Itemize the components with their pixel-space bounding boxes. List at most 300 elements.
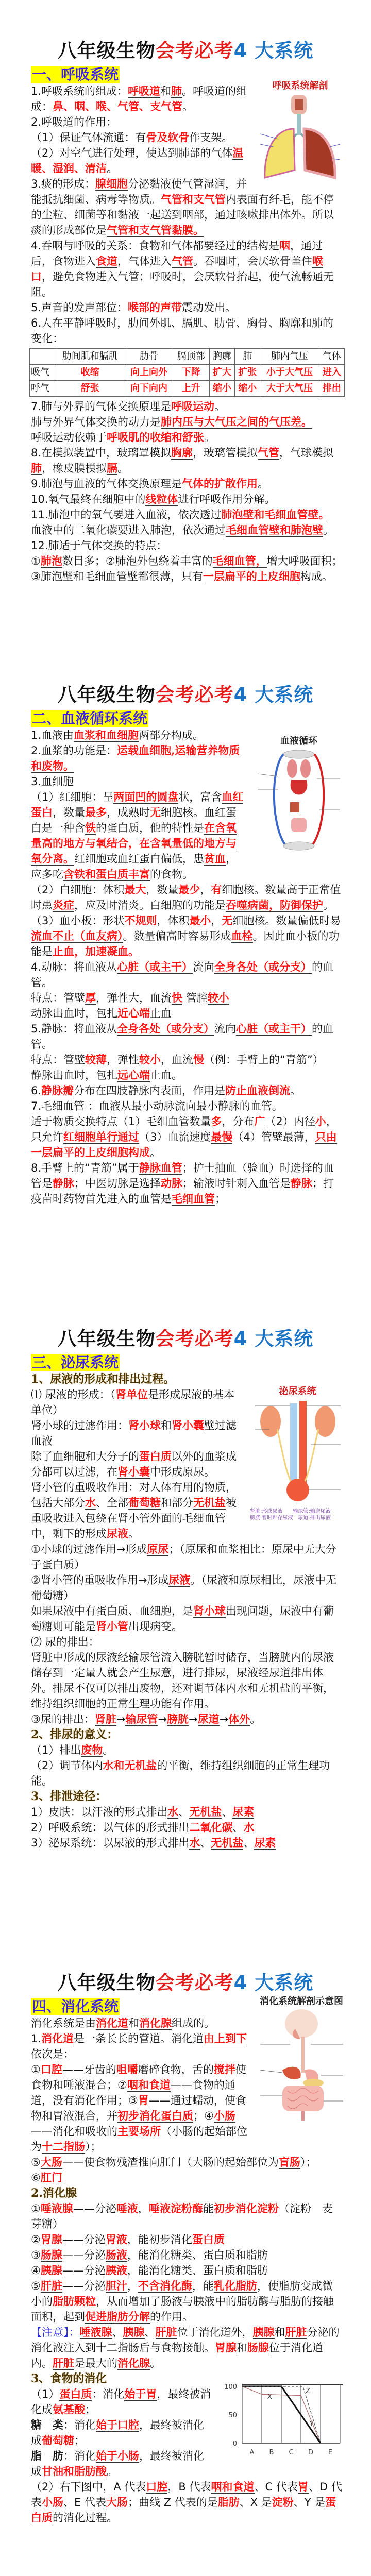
paragraph	[31, 300, 343, 315]
answer-blank: 肺泡壁和毛细血管壁。	[221, 508, 330, 521]
text: ③肺泡壁和毛细血管壁都很薄，只有	[31, 570, 203, 583]
text: ——使食物残渣推向肛门（大肠的起始部位为	[62, 2156, 279, 2168]
answer-blank: 最小	[189, 914, 211, 927]
subheading: 3、食物的消化	[31, 2372, 107, 2385]
text: 中形成原尿。	[150, 1466, 215, 1478]
page-title	[0, 1328, 371, 1350]
answer-blank: 输尿管	[125, 1713, 158, 1725]
figure-caption: 肾脏:形成尿液 输尿管:输送尿液	[250, 1509, 331, 1514]
text: ①	[31, 2202, 41, 2215]
answer-blank: 促进脂肪分解	[85, 2310, 150, 2323]
bold-label: 脂 肪	[31, 2450, 63, 2462]
text: 肺与外界气体交换的动力是	[31, 416, 161, 428]
text: ）；	[85, 2141, 102, 2153]
text: →	[219, 1713, 229, 1725]
paragraph	[31, 1634, 343, 1650]
text: 消化系统是由	[31, 2017, 96, 2029]
table-cell: 进入	[319, 365, 344, 381]
paragraph	[31, 2170, 343, 2185]
text: ，应多吃	[31, 853, 237, 880]
answer-blank: 搅拌	[213, 2063, 235, 2076]
answer-blank: 尿素	[254, 1836, 276, 1849]
answer-blank: 蛋白质	[192, 2233, 225, 2246]
circulation-diagram-icon	[255, 748, 343, 851]
text: ；	[85, 2403, 96, 2416]
answer-blank: 止血，加速凝血。	[53, 945, 139, 958]
answer-blank: 气管和支气管黏膜。	[107, 224, 204, 236]
text: ；（原尿和血浆相比：原尿中无大分子蛋白质）	[31, 1543, 336, 1571]
text: ⑥	[31, 2172, 41, 2184]
answer-blank: 初步消化淀粉	[213, 2202, 279, 2215]
figure-title: 泌尿系统	[279, 1386, 316, 1397]
title-part1: 八年级生物	[57, 1328, 156, 1350]
text: ②	[31, 2233, 41, 2246]
answer-blank: 唾液	[116, 2202, 138, 2215]
text: （淀粉 麦芽糖）	[31, 2202, 333, 2230]
text: 位于消化道内。	[31, 2342, 323, 2369]
answer-blank: 原尿	[147, 1543, 169, 1555]
answer-blank: 防止血液倒流	[225, 1084, 291, 1097]
answer-blank: 骨及软骨	[146, 131, 190, 144]
title-part3: 4 大系统	[233, 684, 314, 706]
table-cell: 向上向外	[125, 365, 173, 381]
text: ，成熟时	[107, 806, 150, 819]
answer-blank: 消化腺	[139, 2016, 172, 2029]
text: 、	[200, 1837, 211, 1849]
answer-blank: 呼吸运动	[171, 400, 215, 413]
answer-blank: 肝脏	[155, 2326, 177, 2338]
digestive-diagram-icon	[259, 2008, 344, 2122]
digestion-chart	[219, 2376, 348, 2468]
text: （2）调节体内	[31, 1759, 103, 1772]
answer-blank: 始于胃	[124, 2387, 157, 2400]
section-header: 四、消化系统	[32, 1998, 119, 2015]
figure-digestive	[258, 1995, 345, 2126]
answer-blank: 体外	[228, 1713, 250, 1725]
text: 。（尿液和原尿相比，尿液中无葡萄糖）	[31, 1574, 336, 1602]
text: 和	[161, 1419, 172, 1432]
text: 分泌黏液使气管湿润，并能抵抗细菌、病毒等物质。	[31, 178, 247, 206]
text: （3）血流速度	[139, 1131, 211, 1143]
text: ——分泌	[73, 2202, 116, 2215]
text: 肾脏中形成的尿液经输尿管流入膀胱暂时储存，当膀胱内的尿液储存到一定量人就会产生尿意，进行排尿，尿液经尿道排出体外。排尿不仅可以排出废物，还对调节体内水和无机盐的平衡，维持组织细胞的正常生理功能有作用。	[31, 1651, 334, 1710]
text: ，能消化糖类、蛋白质和脂肪	[127, 2264, 268, 2277]
text: 、	[178, 1806, 190, 1818]
text: ，能初步消化	[127, 2233, 192, 2246]
answer-blank: 无机盐	[211, 1836, 244, 1849]
text: 的平衡，维持组织细胞的正常生理功能。	[31, 1759, 330, 1787]
text: 以外的血浆成分都可以过滤，在	[31, 1450, 237, 1478]
text: 、全部	[96, 1497, 128, 1509]
paragraph	[31, 1098, 343, 1114]
paragraph	[31, 1789, 343, 1804]
answer-blank: 水	[167, 1805, 179, 1818]
text: 、Y 是	[293, 2496, 326, 2509]
table-cell: 缩小	[235, 381, 260, 397]
answer-blank: 胃	[297, 2480, 309, 2493]
text: ⑤	[31, 2280, 41, 2292]
answer-blank: 胰腺	[252, 2326, 275, 2338]
text: 、D 代表	[31, 2481, 342, 2509]
text: 分泌的消化液注入到十二指肠后与食物接触。	[31, 2326, 340, 2354]
text: 震动发出。	[182, 301, 237, 314]
text: ；中医切脉是选择	[74, 1177, 161, 1190]
text: ，能消化糖类、蛋白质和脂肪	[127, 2249, 268, 2261]
answer-blank: 较薄	[85, 1053, 107, 1066]
paragraph	[31, 1006, 343, 1021]
subheading: 2.消化腺	[31, 2187, 77, 2200]
text: 。吞咽时，会厌软骨盖住	[193, 255, 312, 267]
section-circulatory	[0, 684, 371, 1328]
text: 。	[182, 100, 193, 113]
text: ，	[200, 884, 211, 896]
answer-blank: 肝脏	[285, 2326, 307, 2338]
text: 2.呼吸道的作用：	[31, 116, 117, 128]
answer-blank: 肺	[31, 462, 42, 474]
paragraph	[31, 2247, 343, 2263]
title-part2: 会考必考	[155, 1972, 234, 1994]
text: ②肾小管的重吸收作用→形成	[31, 1574, 169, 1586]
answer-blank: 喉口	[31, 255, 323, 283]
text: 的消化过程。	[53, 2512, 117, 2524]
paragraph	[31, 2278, 343, 2325]
text: 能	[203, 2202, 214, 2215]
answer-blank: 铁	[85, 821, 96, 834]
answer-blank: 全身各处（或分支）	[117, 1022, 215, 1035]
answer-blank: 肾小囊	[172, 1419, 204, 1432]
text: 。	[290, 1084, 301, 1097]
table-cell: 呼气	[30, 381, 55, 397]
text: 11.肺泡中的氧气要进入血液，依次透过	[31, 509, 222, 521]
table-header-row	[30, 349, 345, 365]
paragraph	[31, 1052, 343, 1067]
text: ，分布	[222, 1115, 255, 1128]
answer-blank: 胸廓	[171, 446, 193, 459]
answer-blank: 不含消化酶	[138, 2279, 192, 2292]
text: 。	[107, 2465, 117, 2478]
answer-blank: 厚	[85, 991, 96, 1004]
paragraph	[31, 1820, 343, 1835]
text: 特点：管壁	[31, 1054, 85, 1066]
text: （2）右下图中，A 代表	[31, 2481, 146, 2493]
answer-blank: 一层扁平的上皮细胞	[203, 570, 300, 583]
text: 被重吸收进入包绕在肾小管外面的毛细血管中，剩下的形成	[31, 1497, 237, 1540]
text: （4）管壁最薄，	[232, 1131, 315, 1143]
text: ——分泌	[62, 2233, 106, 2246]
text: ，最终被消化成	[31, 2450, 204, 2478]
title-part3: 4 大系统	[233, 40, 314, 62]
text: 12.肺适于气体交换的特点：	[31, 539, 167, 552]
answer-blank: 乳化脂肪	[213, 2279, 257, 2292]
text: ，体积	[157, 914, 190, 927]
answer-blank: 静脉瓣	[41, 1084, 74, 1097]
text: 状，富含	[178, 791, 222, 803]
text: 。	[250, 1713, 261, 1725]
answer-blank: 主要场所	[117, 2125, 161, 2138]
table-header-cell	[30, 349, 55, 365]
subheading: 2、排尿的意义：	[31, 1728, 119, 1741]
text: 。	[150, 2357, 161, 2369]
section-respiratory	[0, 40, 371, 684]
answer-blank: 肺	[171, 84, 182, 97]
paragraph	[31, 2479, 343, 2526]
paragraph	[31, 522, 343, 538]
text: ，使脂肪变成微小的	[31, 2280, 333, 2308]
text: 。	[258, 478, 269, 490]
text: ⑤	[31, 2156, 41, 2168]
paragraph	[31, 1742, 343, 1758]
answer-blank: 线粒体	[145, 493, 178, 505]
text: ，通过后，食物进入	[31, 240, 323, 267]
text: 、X 是	[239, 2496, 272, 2509]
text: 1.呼吸系统的组成：	[31, 85, 128, 97]
text: 、	[144, 2326, 156, 2338]
text: （2）白细胞：体积	[31, 884, 125, 896]
answer-blank: 由上到下	[204, 2032, 247, 2045]
answer-blank: 废物	[81, 1743, 103, 1756]
paragraph	[31, 1114, 343, 1160]
text: ；④	[193, 2110, 214, 2122]
text: 壁过滤血液	[31, 1419, 237, 1447]
answer-blank: 胆汁	[105, 2279, 127, 2292]
answer-blank: 大肠	[40, 2156, 62, 2168]
text: ⑵ 尿的排出：	[31, 1636, 99, 1648]
answer-blank: 静脉血管	[139, 1161, 182, 1174]
paragraph	[31, 238, 343, 300]
answer-blank: 唾液腺	[79, 2326, 112, 2338]
text: ，数量	[53, 806, 85, 819]
text: 4.动脉：将血液从	[31, 961, 117, 973]
text: （1）保证气体流通：有	[31, 131, 146, 144]
series-label-z: Z	[305, 2387, 310, 2396]
answer-blank: 较小	[207, 991, 229, 1004]
text: 流向	[214, 1023, 237, 1035]
text: ——食物的通道，没有消化作用；③	[31, 2079, 235, 2107]
answer-blank: 快	[172, 991, 182, 1004]
answer-blank: 消化道	[41, 2032, 74, 2045]
text: （小肠的起始部位为	[31, 2125, 247, 2153]
answer-blank: 消化道	[96, 2016, 128, 2029]
text: ，	[211, 914, 222, 927]
figure-lungs	[255, 79, 345, 187]
text: 呼吸运动依赖于	[31, 431, 107, 444]
answer-blank: 蛋白质	[31, 2496, 336, 2524]
answer-blank: 胃腺	[215, 2341, 237, 2354]
text: ，玻璃管模拟	[193, 447, 258, 459]
text: 。	[103, 1744, 114, 1756]
text: 和	[128, 2017, 139, 2029]
text: 的血管。	[31, 961, 334, 989]
text: 除了血细胞和大分子的	[31, 1450, 139, 1463]
table-cell: 收缩	[55, 365, 125, 381]
figure-circulation-illustration	[252, 748, 345, 855]
text: ，血流	[161, 1054, 193, 1066]
text: 内表面有纤毛，能不停的尘粒、细菌等和黏液一起送到咽部，通过咳嗽排出体外。所以痰的形成部位是	[31, 193, 334, 236]
answer-blank: 肝脏	[40, 2279, 62, 2292]
answer-blank: 在含氧量高的地方与氧结合，在含氧量低的地方与氧分离。	[31, 821, 237, 865]
answer-blank: 始于小肠	[96, 2449, 139, 2462]
text: ，B 代表	[167, 2481, 211, 2493]
paragraph	[31, 414, 343, 430]
section-body	[31, 727, 343, 1207]
text: 使食物和唾液混合；②	[31, 2063, 246, 2091]
text: 。	[204, 431, 215, 444]
text: 的血管。	[31, 1023, 334, 1050]
paragraph	[31, 1541, 343, 1572]
answer-blank: 无机盐	[189, 1805, 222, 1818]
paragraph	[31, 1804, 343, 1820]
text: 分布在四肢静脉内表面，作用是	[74, 1084, 226, 1097]
text: 位于消化道外，	[177, 2326, 253, 2338]
answer-blank: 水	[243, 1821, 255, 1834]
text: 和	[274, 2326, 285, 2338]
text: 1）皮肤：以汗液的形式排出	[31, 1806, 168, 1818]
answer-blank: 初步消化蛋白质	[117, 2109, 193, 2122]
text: ——消化和吸收的	[31, 2125, 117, 2138]
text: ——分泌	[62, 2264, 106, 2277]
series-label-y: Y	[309, 2420, 314, 2428]
table-header-cell: 气体	[319, 349, 344, 365]
text: 肾小球的过滤作用：	[31, 1419, 128, 1432]
text: 10.氧气最终在细胞中的	[31, 493, 146, 505]
text: ；曲线 Z 代表的是	[127, 2496, 218, 2509]
paragraph	[31, 430, 343, 445]
answer-blank: 两面凹的圆盘	[113, 790, 179, 803]
text: 依次是：	[31, 2048, 74, 2060]
paragraph	[31, 990, 343, 1006]
paragraph	[31, 2263, 343, 2278]
text: 3）泌尿系统：以尿液的形式排出	[31, 1837, 190, 1849]
text: （1）红细胞：呈	[31, 791, 114, 803]
section-header: 一、呼吸系统	[32, 66, 119, 83]
answer-blank: 最慢	[211, 1130, 233, 1143]
paragraph	[31, 2232, 343, 2247]
text: →	[116, 1713, 126, 1725]
answer-blank: 较小	[139, 1053, 161, 1066]
text: ③	[31, 2249, 41, 2261]
title-part3: 4 大系统	[233, 1972, 314, 1994]
section-urinary	[0, 1328, 371, 1972]
paragraph	[31, 569, 343, 584]
answer-blank: 甘油和脂肪酸	[42, 2465, 107, 2478]
table-cell: 吸气	[30, 365, 55, 381]
paragraph	[31, 476, 343, 492]
text: ；输液时针刺入血管是	[182, 1177, 291, 1190]
text: ；	[215, 1193, 226, 1205]
answer-blank: 无	[150, 806, 161, 819]
table-row	[30, 381, 345, 397]
title-part1: 八年级生物	[57, 40, 156, 62]
answer-blank: 含铁和蛋白质丰富	[63, 868, 150, 880]
paragraph	[31, 1160, 343, 1207]
x-tick-label: E	[328, 2449, 333, 2456]
text: ，避免食物进入气管；呼吸时，会厌软骨抬起，使气流畅通无阻。	[31, 270, 334, 298]
text: 。数量偏高时容易形成	[123, 930, 231, 942]
paragraph	[31, 1835, 343, 1851]
table-row	[30, 365, 345, 381]
table-header-cell: 肺	[235, 349, 260, 365]
table-cell: 排出	[319, 381, 344, 397]
answer-blank: 淀粉	[272, 2496, 294, 2509]
text: 如果尿液中有蛋白质、血细胞，是	[31, 1605, 193, 1617]
answer-blank: 小	[315, 1115, 326, 1128]
paragraph	[31, 399, 343, 414]
text: ，气体进入	[117, 255, 172, 267]
answer-blank: 消化腺	[117, 2357, 150, 2369]
page-title	[0, 1972, 371, 1994]
text: 适于物质交换特点（1）毛细血管数量	[31, 1115, 211, 1128]
answer-blank: 广	[254, 1115, 265, 1128]
table-cell: 小于大气压	[260, 365, 319, 381]
text: 5.静脉：将血液从	[31, 1023, 117, 1035]
table-cell: 舒张	[55, 381, 125, 397]
figure-digestive-illustration	[258, 2008, 345, 2126]
answer-blank: 鼻、咽、喉、气管、支气管	[53, 100, 182, 113]
answer-blank: 口腔	[40, 2063, 62, 2076]
paragraph	[31, 538, 343, 553]
table-cell: 扩张	[235, 365, 260, 381]
title-part2: 会考必考	[155, 684, 234, 706]
text: 止血。	[150, 1069, 182, 1081]
text: 进行呼吸作用分解。	[178, 493, 276, 505]
paragraph	[31, 507, 343, 522]
table-header-cell: 膈顶部	[173, 349, 209, 365]
table-header-cell: 胸廓	[209, 349, 234, 365]
title-part2: 会考必考	[155, 1328, 234, 1350]
paragraph	[31, 1021, 343, 1052]
answer-blank: 葡萄糖	[128, 1496, 161, 1509]
text: 细胞核。数量偏低时易	[232, 914, 341, 927]
text: 1.血液由	[31, 729, 74, 741]
text: ：消化	[92, 2388, 125, 2400]
paragraph	[31, 2201, 343, 2232]
title-part1: 八年级生物	[57, 684, 156, 706]
section-digestive	[0, 1972, 371, 2526]
text: 流向	[193, 961, 215, 973]
answer-blank: 血栓	[231, 929, 253, 942]
answer-blank: 水	[85, 1496, 96, 1509]
x-tick-label: D	[308, 2449, 314, 2456]
text: 、	[243, 1837, 255, 1849]
text: 4.吞咽与呼吸的关系：食物和气体都要经过的结构是	[31, 240, 280, 252]
section-header: 二、血液循环系统	[32, 710, 148, 727]
answer-blank: 温暖、湿润、清洁	[31, 146, 244, 175]
answer-blank: 胰腺	[40, 2264, 62, 2277]
text: 细胞核。血红蛋白是一种含	[31, 806, 237, 834]
text: ，橡皮膜模拟	[42, 462, 107, 474]
text: 。	[117, 462, 128, 474]
paragraph	[31, 1758, 343, 1789]
answer-blank: 吞噬病菌，防御保护	[226, 899, 323, 911]
answer-blank: 咀嚼	[116, 2063, 138, 2076]
text: ，从而增加了肠液与胰液中的脂肪酶与脂肪的接触面积，起到	[31, 2295, 334, 2323]
page-title	[0, 40, 371, 62]
figure-title: 血液循环	[280, 736, 317, 747]
text: 3.痰的形成：	[31, 178, 96, 190]
text: ——分泌	[62, 2249, 106, 2261]
text: 组成的。	[172, 2017, 215, 2029]
text: 和	[160, 85, 172, 97]
text: 、	[112, 2326, 123, 2338]
text: 。	[214, 400, 226, 413]
text: 特点：管壁	[31, 992, 85, 1004]
answer-blank: 胰液	[105, 2264, 127, 2277]
text: 7.毛细血管 ：血液从最小动脉流向最小静脉的血管。	[31, 1100, 283, 1112]
paragraph	[31, 1083, 343, 1098]
text: 管腔	[182, 992, 208, 1004]
text: （2）对空气进行处理，使达到肺部的气体	[31, 147, 233, 159]
text: 。因此血小板的功能是	[31, 930, 340, 958]
